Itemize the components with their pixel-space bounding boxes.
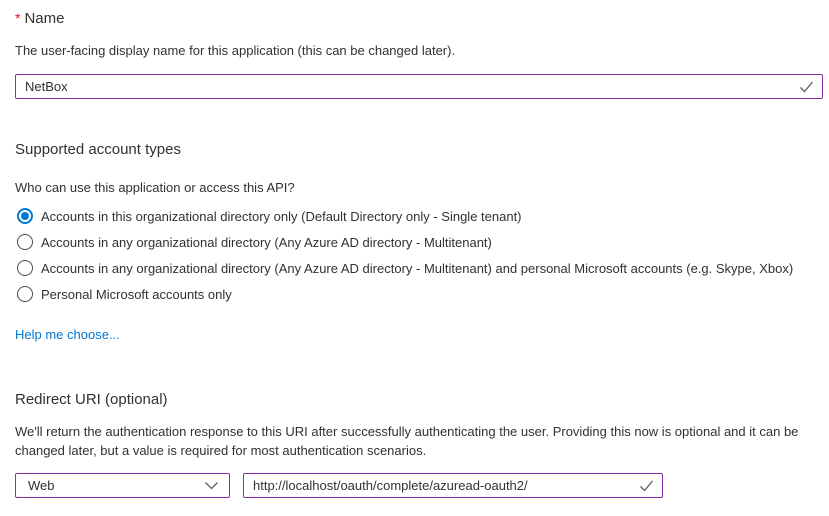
redirect-uri-input[interactable] <box>243 473 663 498</box>
radio-button-icon <box>17 260 33 276</box>
platform-select-dropdown[interactable] <box>15 473 230 498</box>
radio-option-multitenant[interactable] <box>15 229 793 255</box>
radio-option-label: Accounts in any organizational directory (Any Azure AD directory - Multitenant) <box>41 234 492 250</box>
name-section-heading <box>15 10 64 27</box>
redirect-uri-description: We'll return the authentication response to this URI after successfully authenticating the user. Providing this now is optional and it can be changed later, but a value is required for most authentication scenarios. <box>15 424 799 458</box>
radio-option-label: Personal Microsoft accounts only <box>41 286 232 302</box>
valid-check-icon <box>799 80 814 93</box>
chevron-down-icon <box>204 481 219 490</box>
name-input[interactable] <box>15 74 823 99</box>
valid-check-icon <box>639 479 654 492</box>
name-heading-label: Name <box>24 10 65 27</box>
help-me-choose-link[interactable]: Help me choose... <box>15 327 120 342</box>
name-field-wrap <box>15 74 823 99</box>
name-description: The user-facing display name for this application (this can be changed later). <box>15 43 456 58</box>
radio-button-icon <box>17 234 33 250</box>
radio-option-label: Accounts in this organizational directory only (Default Directory only - Single tenant) <box>41 208 522 224</box>
account-types-radio-group <box>15 203 793 307</box>
radio-button-icon <box>17 208 33 224</box>
redirect-uri-heading: Redirect URI (optional) <box>15 391 168 408</box>
account-types-question: Who can use this application or access this API? <box>15 180 295 195</box>
radio-option-personal-only[interactable] <box>15 281 793 307</box>
radio-button-icon <box>17 286 33 302</box>
radio-option-single-tenant[interactable] <box>15 203 793 229</box>
radio-option-label: Accounts in any organizational directory (Any Azure AD directory - Multitenant) and personal Microsoft accounts (e.g. Skype, Xbox) <box>41 260 794 276</box>
redirect-uri-field-wrap <box>243 473 663 498</box>
radio-option-multitenant-personal[interactable] <box>15 255 793 281</box>
required-asterisk: * <box>15 10 21 26</box>
platform-selected-value: Web <box>28 478 55 493</box>
account-types-heading: Supported account types <box>15 141 181 158</box>
